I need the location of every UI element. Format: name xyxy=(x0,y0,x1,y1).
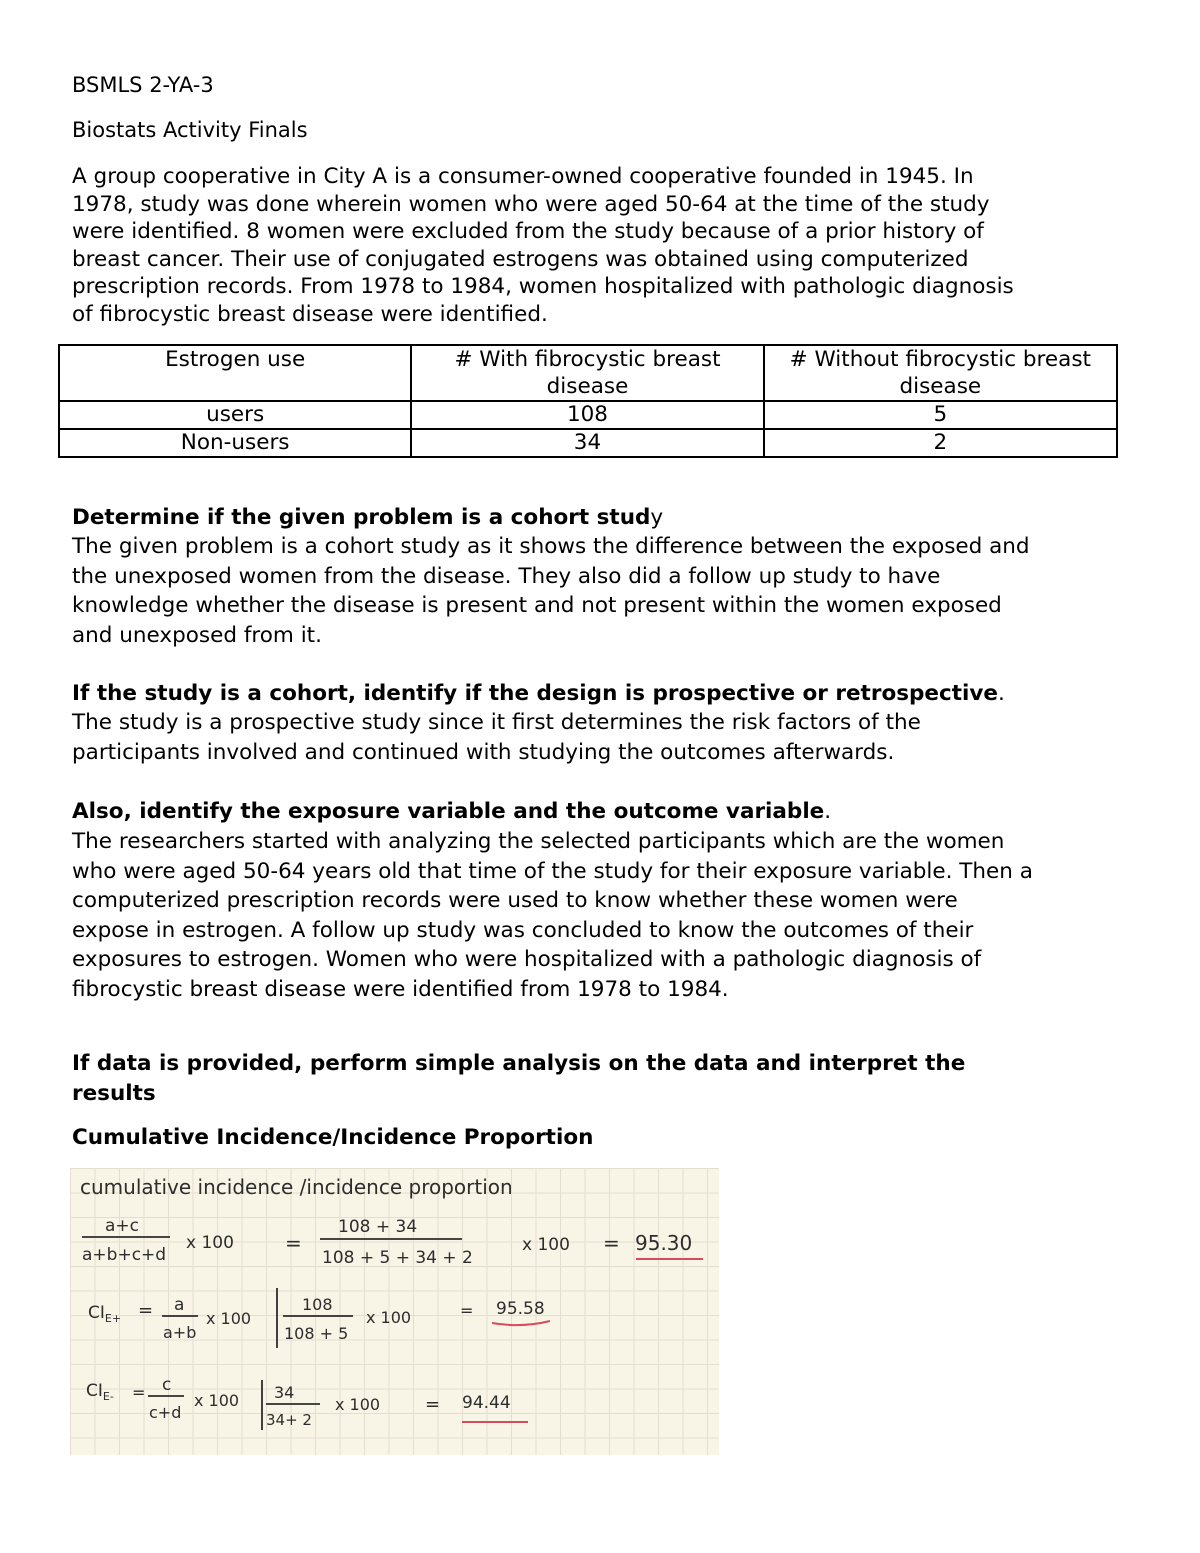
equals-sign: = xyxy=(425,1394,441,1415)
q1-heading xyxy=(72,503,663,533)
q4-heading xyxy=(72,1049,965,1108)
q3-heading-tail: . xyxy=(824,799,832,824)
answer-line: exposures to estrogen. Women who were hospitalized with a pathologic diagnosis of xyxy=(72,947,982,973)
q1-heading-tail: y xyxy=(650,505,664,530)
problem-line: of fibrocystic breast disease were identified. xyxy=(72,301,548,327)
problem-line: A group cooperative in City A is a consumer-owned cooperative founded in 1945. In xyxy=(72,164,974,189)
problem-line: prescription records. From 1978 to 1984, women hospitalized with pathologic diagnosis xyxy=(72,274,1014,299)
ci-exposed-label: $CI_{E+}$ xyxy=(88,1303,122,1325)
answer-line: The given problem is a cohort study as it shows the difference between the exposed and xyxy=(72,534,1030,559)
handwritten-calculations xyxy=(70,1168,719,1455)
q4-heading-line: If data is provided, perform simple analysis on the data and interpret the xyxy=(72,1051,966,1076)
table-row xyxy=(59,429,1117,457)
problem-line: 1978, study was done wherein women who were aged 50-64 at the time of the study xyxy=(72,191,990,217)
q2-answer xyxy=(72,708,1152,767)
substitution-denominator: 34+ 2 xyxy=(266,1411,312,1429)
q2-heading-text: If the study is a cohort, identify if the design is prospective or retrospective xyxy=(72,681,998,706)
formula-numerator: a+c xyxy=(105,1216,140,1236)
problem-line: were identified. 8 women were excluded from the study because of a prior history of xyxy=(72,219,984,244)
equals-sign: = xyxy=(603,1231,620,1255)
table-cell: 34 xyxy=(411,429,763,457)
times-100: x 100 xyxy=(186,1233,234,1253)
result-overall: 95.30 xyxy=(635,1231,693,1255)
equals-sign: = xyxy=(132,1383,146,1402)
q3-heading-text: Also, identify the exposure variable and the outcome variable xyxy=(72,799,825,824)
table-row xyxy=(59,401,1117,429)
times-100: x 100 xyxy=(194,1391,240,1410)
handwritten-notes-image xyxy=(70,1168,719,1455)
ci-unexposed-label: $CI_{E-}$ xyxy=(86,1381,114,1403)
section-code: BSMLS 2-YA-3 xyxy=(72,73,214,97)
result-underline xyxy=(492,1321,550,1325)
answer-line: who were aged 50-64 years old that time of the study for their exposure variable. Then a xyxy=(72,858,1033,884)
document-title: Biostats Activity Finals xyxy=(72,118,308,142)
problem-statement xyxy=(72,163,1152,328)
substitution-denominator: 108 + 5 + 34 + 2 xyxy=(322,1248,473,1268)
times-100: x 100 xyxy=(206,1309,252,1328)
table-cell: 2 xyxy=(764,429,1117,457)
table-cell: Non-users xyxy=(59,429,411,457)
q3-answer xyxy=(72,827,1152,1005)
formula-numerator: a xyxy=(174,1295,185,1315)
table-cell: 5 xyxy=(764,401,1117,429)
answer-line: and unexposed from it. xyxy=(72,622,322,648)
formula-denominator: a+b xyxy=(163,1323,197,1342)
q1-heading-text: Determine if the given problem is a cohort stud xyxy=(72,505,651,530)
equals-sign: = xyxy=(285,1231,302,1255)
q1-answer xyxy=(72,532,1152,650)
problem-line: breast cancer. Their use of conjugated estrogens was obtained using computerized xyxy=(72,246,969,272)
substitution-numerator: 108 xyxy=(302,1295,333,1314)
substitution-numerator: 34 xyxy=(274,1383,295,1402)
result-exposed: 95.58 xyxy=(496,1299,545,1319)
times-100: x 100 xyxy=(366,1308,412,1327)
cumulative-incidence-heading: Cumulative Incidence/Incidence Proportion xyxy=(72,1125,594,1150)
table-cell: users xyxy=(59,401,411,429)
substitution-denominator: 108 + 5 xyxy=(284,1324,349,1343)
q2-heading xyxy=(72,679,1005,709)
answer-line: the unexposed women from the disease. They also did a follow up study to have xyxy=(72,563,941,589)
q3-heading xyxy=(72,797,831,827)
formula-numerator: c xyxy=(162,1375,172,1395)
answer-line: fibrocystic breast disease were identified from 1978 to 1984. xyxy=(72,976,729,1002)
table-header-cell: Estrogen use xyxy=(59,345,411,401)
q4-heading-line: results xyxy=(72,1080,156,1106)
answer-line: expose in estrogen. A follow up study was concluded to know the outcomes of their xyxy=(72,917,974,943)
answer-line: computerized prescription records were used to know whether these women were xyxy=(72,888,958,914)
table-cell: 108 xyxy=(411,401,763,429)
result-unexposed: 94.44 xyxy=(462,1393,511,1413)
table-header-row xyxy=(59,345,1117,401)
times-100: x 100 xyxy=(522,1235,570,1255)
answer-line: The study is a prospective study since it first determines the risk factors of the xyxy=(72,710,921,735)
answer-line: knowledge whether the disease is present and not present within the women exposed xyxy=(72,593,1002,619)
formula-denominator: c+d xyxy=(149,1403,182,1422)
times-100: x 100 xyxy=(335,1395,381,1414)
equals-sign: = xyxy=(460,1301,474,1320)
table-header-cell: # With fibrocystic breast disease xyxy=(411,345,763,401)
table-header-cell: # Without fibrocystic breast disease xyxy=(764,345,1117,401)
formula-denominator: a+b+c+d xyxy=(82,1245,167,1265)
equals-sign: = xyxy=(138,1300,154,1321)
substitution-numerator: 108 + 34 xyxy=(338,1217,418,1237)
estrogen-table xyxy=(58,344,1118,458)
q2-heading-tail: . xyxy=(997,681,1005,706)
answer-line: The researchers started with analyzing the selected participants which are the women xyxy=(72,829,1005,854)
notes-title: cumulative incidence /incidence proportion xyxy=(80,1175,513,1199)
answer-line: participants involved and continued with studying the outcomes afterwards. xyxy=(72,739,895,765)
